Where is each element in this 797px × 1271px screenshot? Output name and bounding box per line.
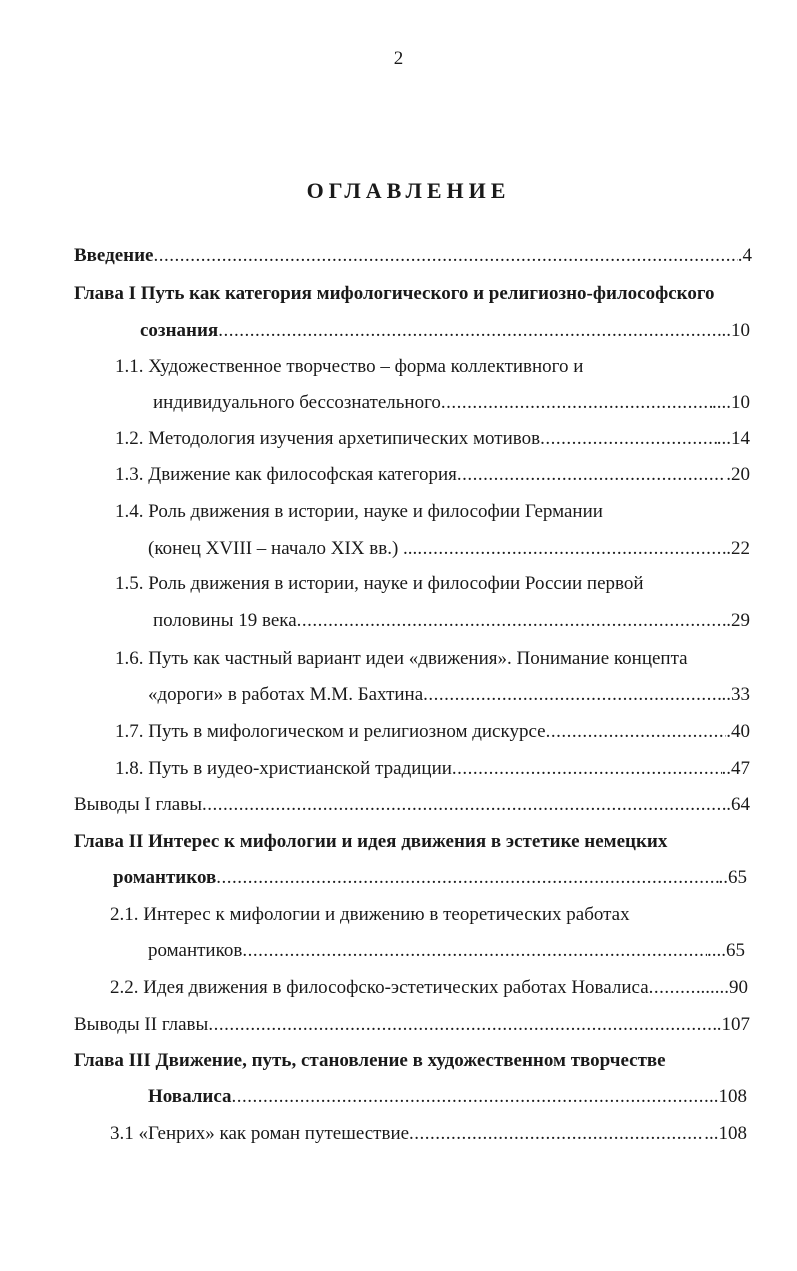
dot-leader — [242, 937, 707, 965]
toc-conclusions-1 — [74, 791, 750, 819]
toc-entry-page: .29 — [726, 610, 750, 631]
toc-entry-text: Новалиса — [148, 1086, 232, 1107]
toc-section-2-1: 2.1. Интерес к мифологии и движению в теоретических работах — [110, 904, 630, 925]
toc-section-1-6-cont — [148, 681, 750, 709]
toc-entry-page: ....10 — [712, 392, 750, 413]
dot-leader — [297, 607, 727, 635]
dot-leader — [218, 317, 721, 345]
dot-leader — [441, 389, 712, 417]
toc-entry-text: Введение — [74, 245, 154, 266]
toc-section-1-2 — [115, 425, 750, 453]
toc-entry-page: .107 — [716, 1014, 750, 1035]
toc-entry-page: ..10 — [721, 320, 750, 341]
toc-entry-page: .22 — [726, 538, 750, 559]
toc-section-1-7 — [115, 718, 750, 746]
toc-section-1-4: 1.4. Роль движения в истории, науке и философии Германии — [115, 501, 603, 522]
toc-entry-page: ......90 — [700, 977, 748, 998]
toc-conclusions-2 — [74, 1011, 750, 1039]
toc-entry-text: романтиков — [148, 940, 243, 961]
toc-entry-page: ..108 — [709, 1086, 747, 1107]
dot-leader — [154, 242, 738, 270]
toc-entry-text: 1.7. Путь в мифологическом и религиозном дискурсе — [115, 721, 546, 742]
dot-leader — [232, 1083, 709, 1111]
toc-section-1-1: 1.1. Художественное творчество – форма коллективного и — [115, 356, 584, 377]
toc-entry-page: ...14 — [716, 428, 750, 449]
toc-section-1-8 — [115, 755, 750, 783]
toc-entry-page: .20 — [726, 464, 750, 485]
toc-entry-text: индивидуального бессознательного — [153, 392, 441, 413]
dot-leader — [546, 718, 727, 746]
toc-chapter-2-heading: Глава II Интерес к мифологии и идея движения в эстетике немецких — [74, 831, 668, 852]
dot-leader — [417, 535, 726, 563]
toc-section-1-5: 1.5. Роль движения в истории, науке и философии России первой — [115, 573, 644, 594]
toc-entry-page: ..65 — [718, 867, 747, 888]
toc-section-1-4-cont — [148, 535, 750, 563]
toc-chapter-2-heading-cont — [113, 864, 747, 892]
toc-entry-text: «дороги» в работах М.М. Бахтина — [148, 684, 424, 705]
toc-chapter-1-heading: Глава I Путь как категория мифологического и религиозно-философского — [74, 283, 715, 304]
toc-entry-text: 1.3. Движение как философская категория — [115, 464, 457, 485]
toc-entry-introduction — [74, 242, 752, 270]
dot-leader — [202, 791, 726, 819]
toc-entry-page: .40 — [726, 721, 750, 742]
toc-entry-text: 3.1 «Генрих» как роман путешествие — [110, 1123, 410, 1144]
toc-entry-text: 2.2. Идея движения в философско-эстетических работах Новалиса — [110, 977, 649, 998]
dot-leader — [409, 1120, 704, 1148]
toc-section-2-2 — [110, 974, 748, 1002]
toc-entry-page: ..33 — [721, 684, 750, 705]
toc-entry-page: .4 — [737, 245, 752, 266]
toc-chapter-3-heading: Глава III Движение, путь, становление в художественном творчестве — [74, 1050, 666, 1071]
dot-leader — [423, 681, 721, 709]
toc-entry-text: половины 19 века — [153, 610, 297, 631]
toc-entry-page: ...108 — [704, 1123, 747, 1144]
toc-entry-text: 1.8. Путь в иудео-христианской традиции — [115, 758, 452, 779]
toc-chapter-1-heading-cont — [140, 317, 750, 345]
toc-section-1-6: 1.6. Путь как частный вариант идеи «движения». Понимание концепта — [115, 648, 688, 669]
toc-section-1-1-cont — [153, 389, 750, 417]
toc-entry-page: ....65 — [707, 940, 745, 961]
toc-entry-text: Выводы I главы — [74, 794, 202, 815]
toc-section-1-5-cont — [153, 607, 750, 635]
toc-entry-page: ..47 — [721, 758, 750, 779]
dot-leader — [649, 974, 701, 1002]
dot-leader — [216, 864, 718, 892]
toc-section-1-3 — [115, 461, 750, 489]
dot-leader — [452, 755, 722, 783]
toc-section-2-1-cont — [148, 937, 745, 965]
toc-chapter-3-heading-cont — [148, 1083, 747, 1111]
dot-leader — [540, 425, 717, 453]
toc-entry-text: (конец XVIII – начало XIX вв.) ... — [148, 538, 418, 559]
toc-entry-text: 1.2. Методология изучения архетипических мотивов — [115, 428, 541, 449]
toc-entry-text: сознания — [140, 320, 219, 341]
toc-title: ОГЛАВЛЕНИЕ — [306, 178, 511, 203]
toc-entry-text: Выводы II главы — [74, 1014, 209, 1035]
toc-section-3-1 — [110, 1120, 747, 1148]
dot-leader — [208, 1011, 716, 1039]
page-number: 2 — [393, 48, 404, 69]
dot-leader — [457, 461, 726, 489]
toc-entry-page: .64 — [726, 794, 750, 815]
toc-entry-text: романтиков — [113, 867, 217, 888]
